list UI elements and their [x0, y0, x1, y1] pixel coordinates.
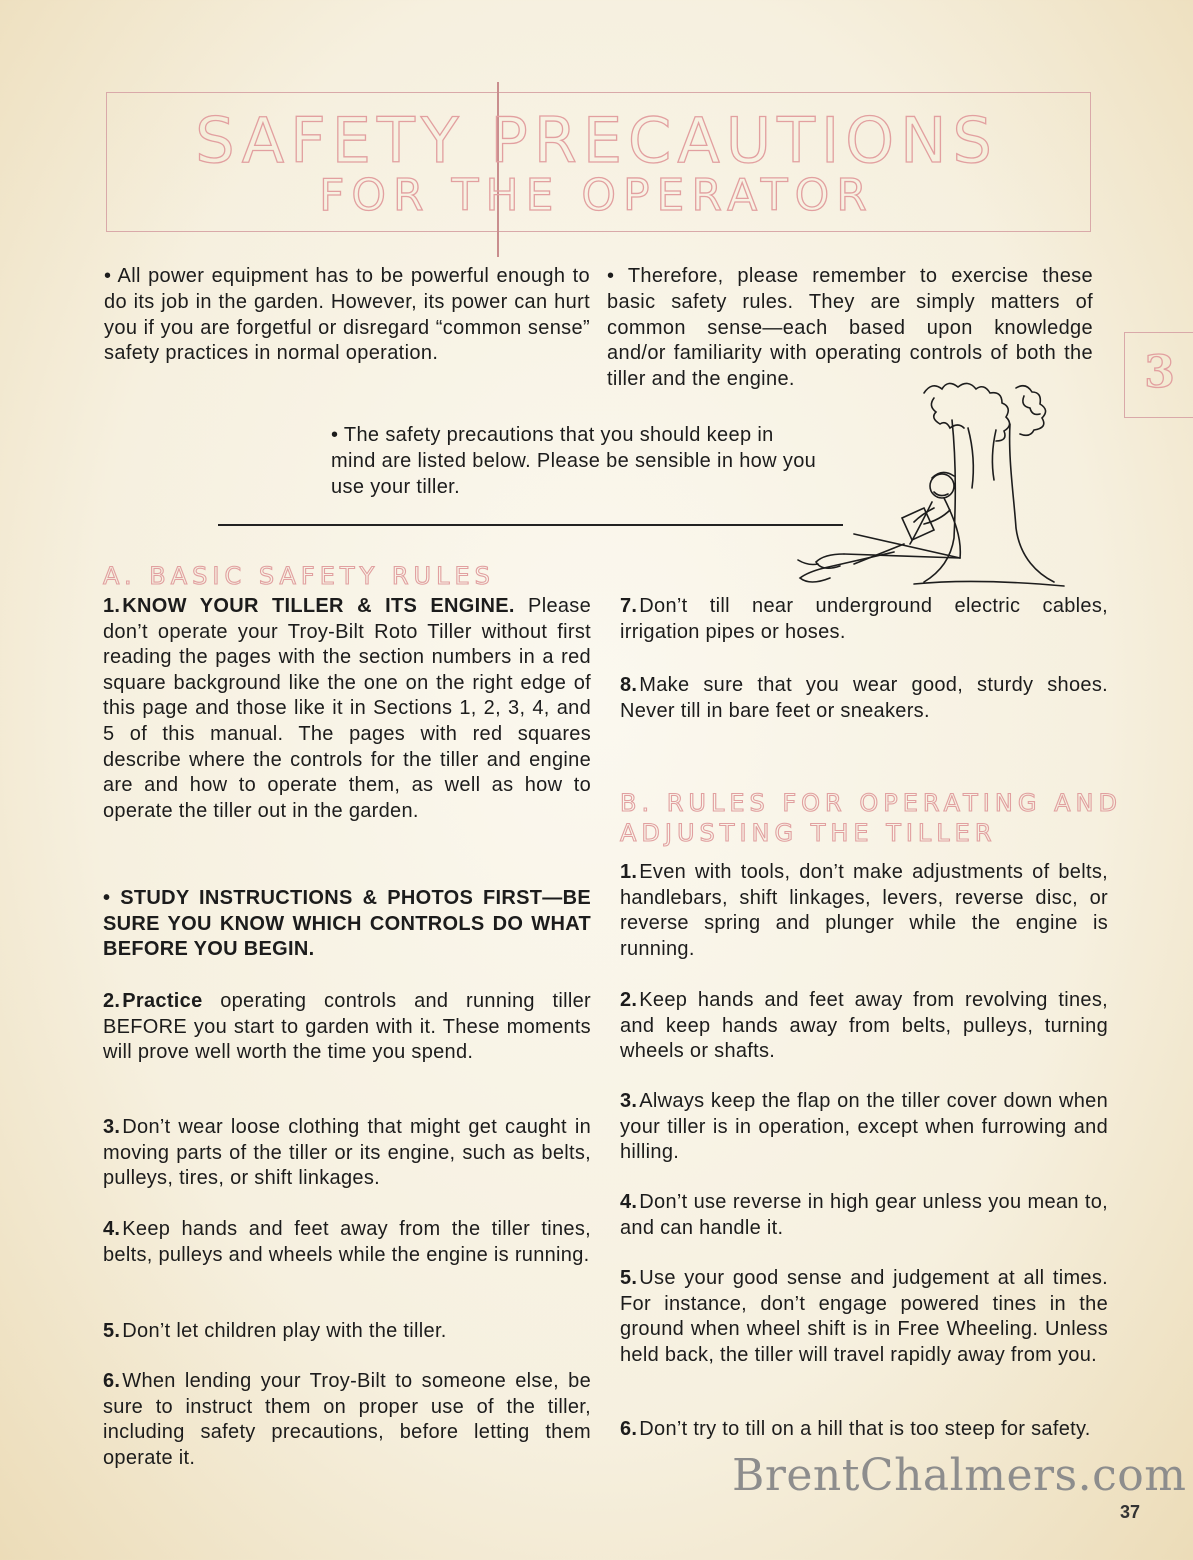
- rule-a-3-text: Don’t wear loose clothing that might get caught in moving parts of the tiller or its engine, such as belts, pulleys, tires, or shift linkages.: [103, 1116, 591, 1190]
- rule-a-4: [103, 1217, 591, 1268]
- rule-a-8: [620, 673, 1108, 724]
- rule-a-2-lead: Practice: [122, 990, 203, 1012]
- section-b-heading-line2: ADJUSTING THE TILLER: [620, 819, 997, 847]
- horizontal-rule: [218, 524, 843, 526]
- rule-a-8-number: 8.: [620, 674, 638, 696]
- rule-a-3: [103, 1115, 591, 1192]
- rule-a-7-text: Don’t till near underground electric cables, irrigation pipes or hoses.: [620, 595, 1108, 643]
- rule-a-2: [103, 989, 591, 1066]
- rule-b-5: [620, 1266, 1108, 1368]
- rule-b-6-number: 6.: [620, 1418, 638, 1440]
- rule-a-2-text: operating controls and running tiller BEFORE you start to garden with it. These moments will prove well worth the time you spend.: [103, 990, 591, 1064]
- rule-a-4-text: Keep hands and feet away from the tiller tines, belts, pulleys and wheels while the engine is running.: [103, 1218, 591, 1266]
- rule-a-4-number: 4.: [103, 1218, 121, 1240]
- intro-paragraph-3: • The safety precautions that you should keep in mind are listed below. Please be sensible in how you use your tiller.: [331, 424, 817, 498]
- rule-a-7-number: 7.: [620, 595, 638, 617]
- rule-b-2-text: Keep hands and feet away from revolving tines, and keep hands away from belts, pulleys, turning wheels or shafts.: [620, 989, 1108, 1063]
- rule-a-8-text: Make sure that you wear good, sturdy shoes. Never till in bare feet or sneakers.: [620, 674, 1108, 722]
- rule-a-5-text: Don’t let children play with the tiller.: [122, 1320, 447, 1342]
- page-title: SAFETY PRECAUTIONS: [195, 104, 998, 177]
- rule-a-3-number: 3.: [103, 1116, 121, 1138]
- page-number: 37: [1120, 1502, 1141, 1522]
- watermark: BrentChalmers.com: [732, 1450, 1187, 1501]
- rule-a-6-text: When lending your Troy-Bilt to someone else, be sure to instruct them on proper use of the tiller, including safety precautions, before letting them operate it.: [103, 1370, 591, 1469]
- intro-paragraph-2: • Therefore, please remember to exercise these basic safety rules. They are simply matters of common sense—each based upon knowledge and/or familiarity with operating controls of both the tiller and the engine.: [607, 265, 1093, 391]
- rule-a-5: [103, 1319, 591, 1345]
- rule-a-6: [103, 1369, 591, 1471]
- page-subtitle: FOR THE OPERATOR: [319, 170, 874, 221]
- section-b-heading-line1: B. RULES FOR OPERATING AND: [620, 789, 1122, 817]
- rule-b-2: [620, 988, 1108, 1065]
- rule-b-1-number: 1.: [620, 861, 638, 883]
- rule-a-1-number: 1.: [103, 595, 121, 617]
- rule-b-4-text: Don’t use reverse in high gear unless you mean to, and can handle it.: [620, 1191, 1108, 1239]
- rule-b-3-text: Always keep the flap on the tiller cover down when your tiller is in operation, except when furrowing and hilling.: [620, 1090, 1108, 1164]
- rule-a-7: [620, 594, 1108, 645]
- rule-b-2-number: 2.: [620, 989, 638, 1011]
- rule-a-2-number: 2.: [103, 990, 121, 1012]
- rule-b-5-text: Use your good sense and judgement at all times. For instance, don’t engage powered tines in the ground when wheel shift is in Free Wheeling. Unless held back, the tiller will travel rapidly away from you.: [620, 1267, 1108, 1366]
- rule-b-4: [620, 1190, 1108, 1241]
- rule-a-5-number: 5.: [103, 1320, 121, 1342]
- rule-a-1-text: Please don’t operate your Troy-Bilt Roto Tiller without first reading the pages with the section numbers in a red square background like the one on the right edge of this page and those like it in Sections 1, 2, 3, 4, and 5 of this manual. The pages with red squares describe where the controls for the tiller and engine are and how to operate them, as well as how to operate the tiller out in the garden.: [103, 595, 592, 822]
- intro-paragraph-1: • All power equipment has to be powerful enough to do its job in the garden. However, its power can hurt you if you are forgetful or disregard “common sense” safety practices in normal operation.: [104, 265, 590, 365]
- rule-b-4-number: 4.: [620, 1191, 638, 1213]
- rule-b-3: [620, 1089, 1108, 1166]
- rule-b-6: [620, 1417, 1108, 1443]
- rule-a-6-number: 6.: [103, 1370, 121, 1392]
- rule-a-1-lead: KNOW YOUR TILLER & ITS ENGINE.: [122, 595, 515, 617]
- rule-b-3-number: 3.: [620, 1090, 638, 1112]
- rule-a-1: [103, 594, 591, 824]
- rule-b-1-text: Even with tools, don’t make adjustments of belts, handlebars, shift linkages, levers, reverse disc, or reverse spring and plunger while the engine is running.: [620, 861, 1108, 960]
- rule-b-5-number: 5.: [620, 1267, 638, 1289]
- section-tab: [1124, 332, 1193, 418]
- rule-b-6-text: Don’t try to till on a hill that is too steep for safety.: [639, 1418, 1091, 1440]
- study-instructions-note: • STUDY INSTRUCTIONS & PHOTOS FIRST—BE SURE YOU KNOW WHICH CONTROLS DO WHAT BEFORE YOU BEGIN.: [103, 887, 591, 961]
- rule-b-1: [620, 860, 1108, 962]
- section-a-heading: A. BASIC SAFETY RULES: [103, 562, 495, 590]
- man-under-tree-illustration: [784, 368, 1094, 598]
- section-tab-number: 3: [1144, 347, 1175, 398]
